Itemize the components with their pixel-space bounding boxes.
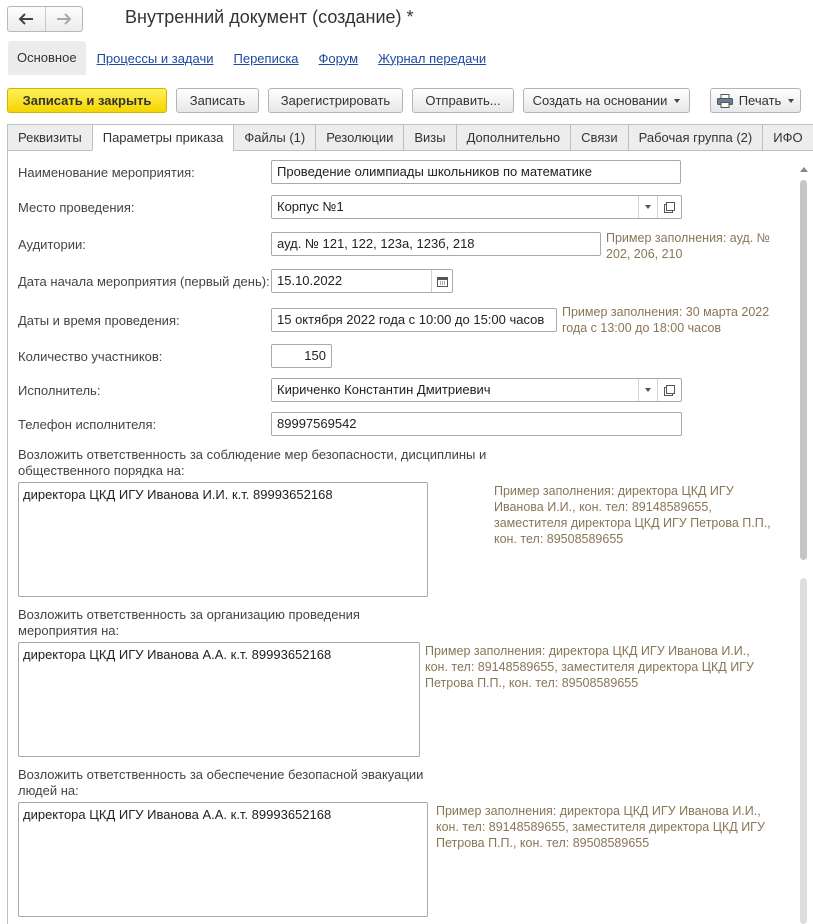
event-name-label: Наименование мероприятия:	[18, 165, 195, 180]
dropdown-icon	[645, 205, 651, 209]
tab-bar	[7, 124, 813, 151]
rooms-hint-line: 202, 206, 210	[606, 247, 683, 261]
tab-order-params[interactable]: Параметры приказа	[92, 124, 234, 151]
start-date-label: Дата начала мероприятия (первый день):	[18, 274, 270, 289]
dates-time-hint-line: Пример заполнения: 30 марта 2022	[562, 305, 770, 319]
resp-evacuation-textarea[interactable]: директора ЦКД ИГУ Иванова А.А. к.т. 89993652168	[18, 802, 428, 917]
phone-field[interactable]: 89997569542	[271, 412, 682, 436]
dropdown-icon	[645, 388, 651, 392]
start-date-value: 15.10.2022	[277, 273, 343, 288]
section-forum-link[interactable]: Форум	[318, 50, 359, 66]
resp-safety-textarea[interactable]: директора ЦКД ИГУ Иванова И.И. к.т. 89993652168	[18, 482, 428, 597]
venue-value: Корпус №1	[277, 199, 344, 214]
chevron-down-icon	[674, 99, 680, 103]
dates-time-field[interactable]: 15 октября 2022 года с 10:00 до 15:00 часов	[271, 308, 557, 332]
create-based-on-button[interactable]	[523, 88, 690, 113]
resp-evacuation-hint-line: Петрова П.П., кон. тел: 89508589655	[436, 836, 650, 850]
venue-label: Место проведения:	[18, 200, 135, 215]
resp-safety-hint-line: заместителя директора ЦКД ИГУ Петрова П.П.,	[494, 516, 771, 530]
print-button[interactable]	[710, 88, 801, 113]
resp-safety-hint	[494, 483, 771, 547]
tab-visas[interactable]: Визы	[403, 124, 455, 151]
dates-time-label: Даты и время проведения:	[18, 313, 180, 328]
rooms-hint	[606, 230, 770, 262]
resp-safety-label-line: общественного порядка на:	[18, 463, 185, 478]
resp-safety-hint-line: кон. тел: 89508589655	[494, 532, 624, 546]
panel-border	[7, 150, 8, 924]
send-button[interactable]: Отправить...	[412, 88, 514, 113]
tab-additional[interactable]: Дополнительно	[456, 124, 571, 151]
tab-ifo[interactable]: ИФО	[762, 124, 813, 151]
resp-organization-hint-line: Пример заполнения: директора ЦКД ИГУ Иванова И.И.,	[425, 644, 750, 658]
resp-safety-hint-line: Иванова И.И., кон. тел: 89148589655,	[494, 500, 712, 514]
resp-organization-hint-line: Петрова П.П., кон. тел: 89508589655	[425, 676, 639, 690]
resp-organization-label-line: мероприятия на:	[18, 623, 120, 638]
save-button[interactable]: Записать	[176, 88, 259, 113]
resp-evacuation-hint	[436, 803, 765, 851]
executor-dropdown-button[interactable]	[638, 379, 657, 401]
resp-evacuation-label-line: Возложить ответственность за обеспечение безопасной эвакуации	[18, 767, 424, 782]
resp-evacuation-hint-line: кон. тел: 89148589655, заместителя директора ЦКД ИГУ	[436, 820, 765, 834]
dates-time-hint	[562, 304, 769, 336]
resp-safety-label-line: Возложить ответственность за соблюдение мер безопасности, дисциплины и	[18, 447, 487, 462]
resp-evacuation-label	[18, 767, 423, 799]
open-form-icon	[664, 202, 675, 213]
back-button[interactable]	[8, 7, 45, 31]
register-button[interactable]: Зарегистрировать	[268, 88, 403, 113]
section-correspondence-link[interactable]: Переписка	[233, 50, 299, 66]
forward-button[interactable]	[45, 7, 83, 31]
executor-value: Кириченко Константин Дмитриевич	[277, 382, 491, 397]
tab-work-group[interactable]: Рабочая группа (2)	[628, 124, 763, 151]
section-main[interactable]: Основное	[8, 41, 86, 75]
tab-links[interactable]: Связи	[570, 124, 627, 151]
resp-evacuation-hint-line: Пример заполнения: директора ЦКД ИГУ Иванова И.И.,	[436, 804, 761, 818]
calendar-icon	[437, 276, 448, 287]
page-title: Внутренний документ (создание) *	[125, 7, 414, 27]
tab-resolutions[interactable]: Резолюции	[315, 124, 403, 151]
scrollbar-track[interactable]	[800, 578, 807, 924]
rooms-field[interactable]: ауд. № 121, 122, 123а, 123б, 218	[271, 232, 601, 256]
open-form-icon	[664, 385, 675, 396]
venue-dropdown-button[interactable]	[638, 196, 657, 218]
resp-organization-hint-line: кон. тел: 89148589655, заместителя директора ЦКД ИГУ	[425, 660, 754, 674]
calendar-button[interactable]	[431, 270, 452, 292]
back-arrow-icon	[18, 13, 34, 25]
section-transfer-log-link[interactable]: Журнал передачи	[378, 50, 487, 66]
save-and-close-button[interactable]: Записать и закрыть	[7, 88, 167, 113]
create-based-on-label: Создать на основании	[532, 93, 668, 108]
venue-field[interactable]	[271, 195, 682, 219]
dates-time-hint-line: года с 13:00 до 18:00 часов	[562, 321, 722, 335]
section-nav	[8, 41, 495, 75]
rooms-label: Аудитории:	[18, 237, 86, 252]
phone-label: Телефон исполнителя:	[18, 417, 157, 432]
resp-safety-label	[18, 447, 486, 479]
participants-field[interactable]: 150	[271, 344, 332, 368]
printer-icon	[717, 94, 733, 108]
resp-organization-label-line: Возложить ответственность за организацию проведения	[18, 607, 360, 622]
section-processes-link[interactable]: Процессы и задачи	[96, 50, 214, 66]
event-name-field[interactable]: Проведение олимпиады школьников по математике	[271, 160, 681, 184]
resp-organization-textarea[interactable]: директора ЦКД ИГУ Иванова А.А. к.т. 89993652168	[18, 642, 420, 757]
tab-requisites[interactable]: Реквизиты	[7, 124, 92, 151]
venue-open-button[interactable]	[657, 196, 681, 218]
scrollbar-thumb[interactable]	[800, 180, 807, 560]
scroll-up-icon[interactable]	[800, 167, 808, 172]
forward-arrow-icon	[56, 13, 72, 25]
start-date-field[interactable]	[271, 269, 453, 293]
resp-organization-label	[18, 607, 360, 639]
executor-field[interactable]	[271, 378, 682, 402]
resp-safety-hint-line: Пример заполнения: директора ЦКД ИГУ	[494, 484, 734, 498]
participants-label: Количество участников:	[18, 349, 163, 364]
executor-label: Исполнитель:	[18, 383, 101, 398]
chevron-down-icon	[788, 99, 794, 103]
rooms-hint-line: Пример заполнения: ауд. №	[606, 231, 771, 245]
resp-organization-hint	[425, 643, 754, 691]
print-label: Печать	[738, 93, 782, 108]
resp-evacuation-label-line: людей на:	[18, 783, 79, 798]
tab-files[interactable]: Файлы (1)	[233, 124, 315, 151]
executor-open-button[interactable]	[657, 379, 681, 401]
history-nav	[7, 6, 83, 32]
